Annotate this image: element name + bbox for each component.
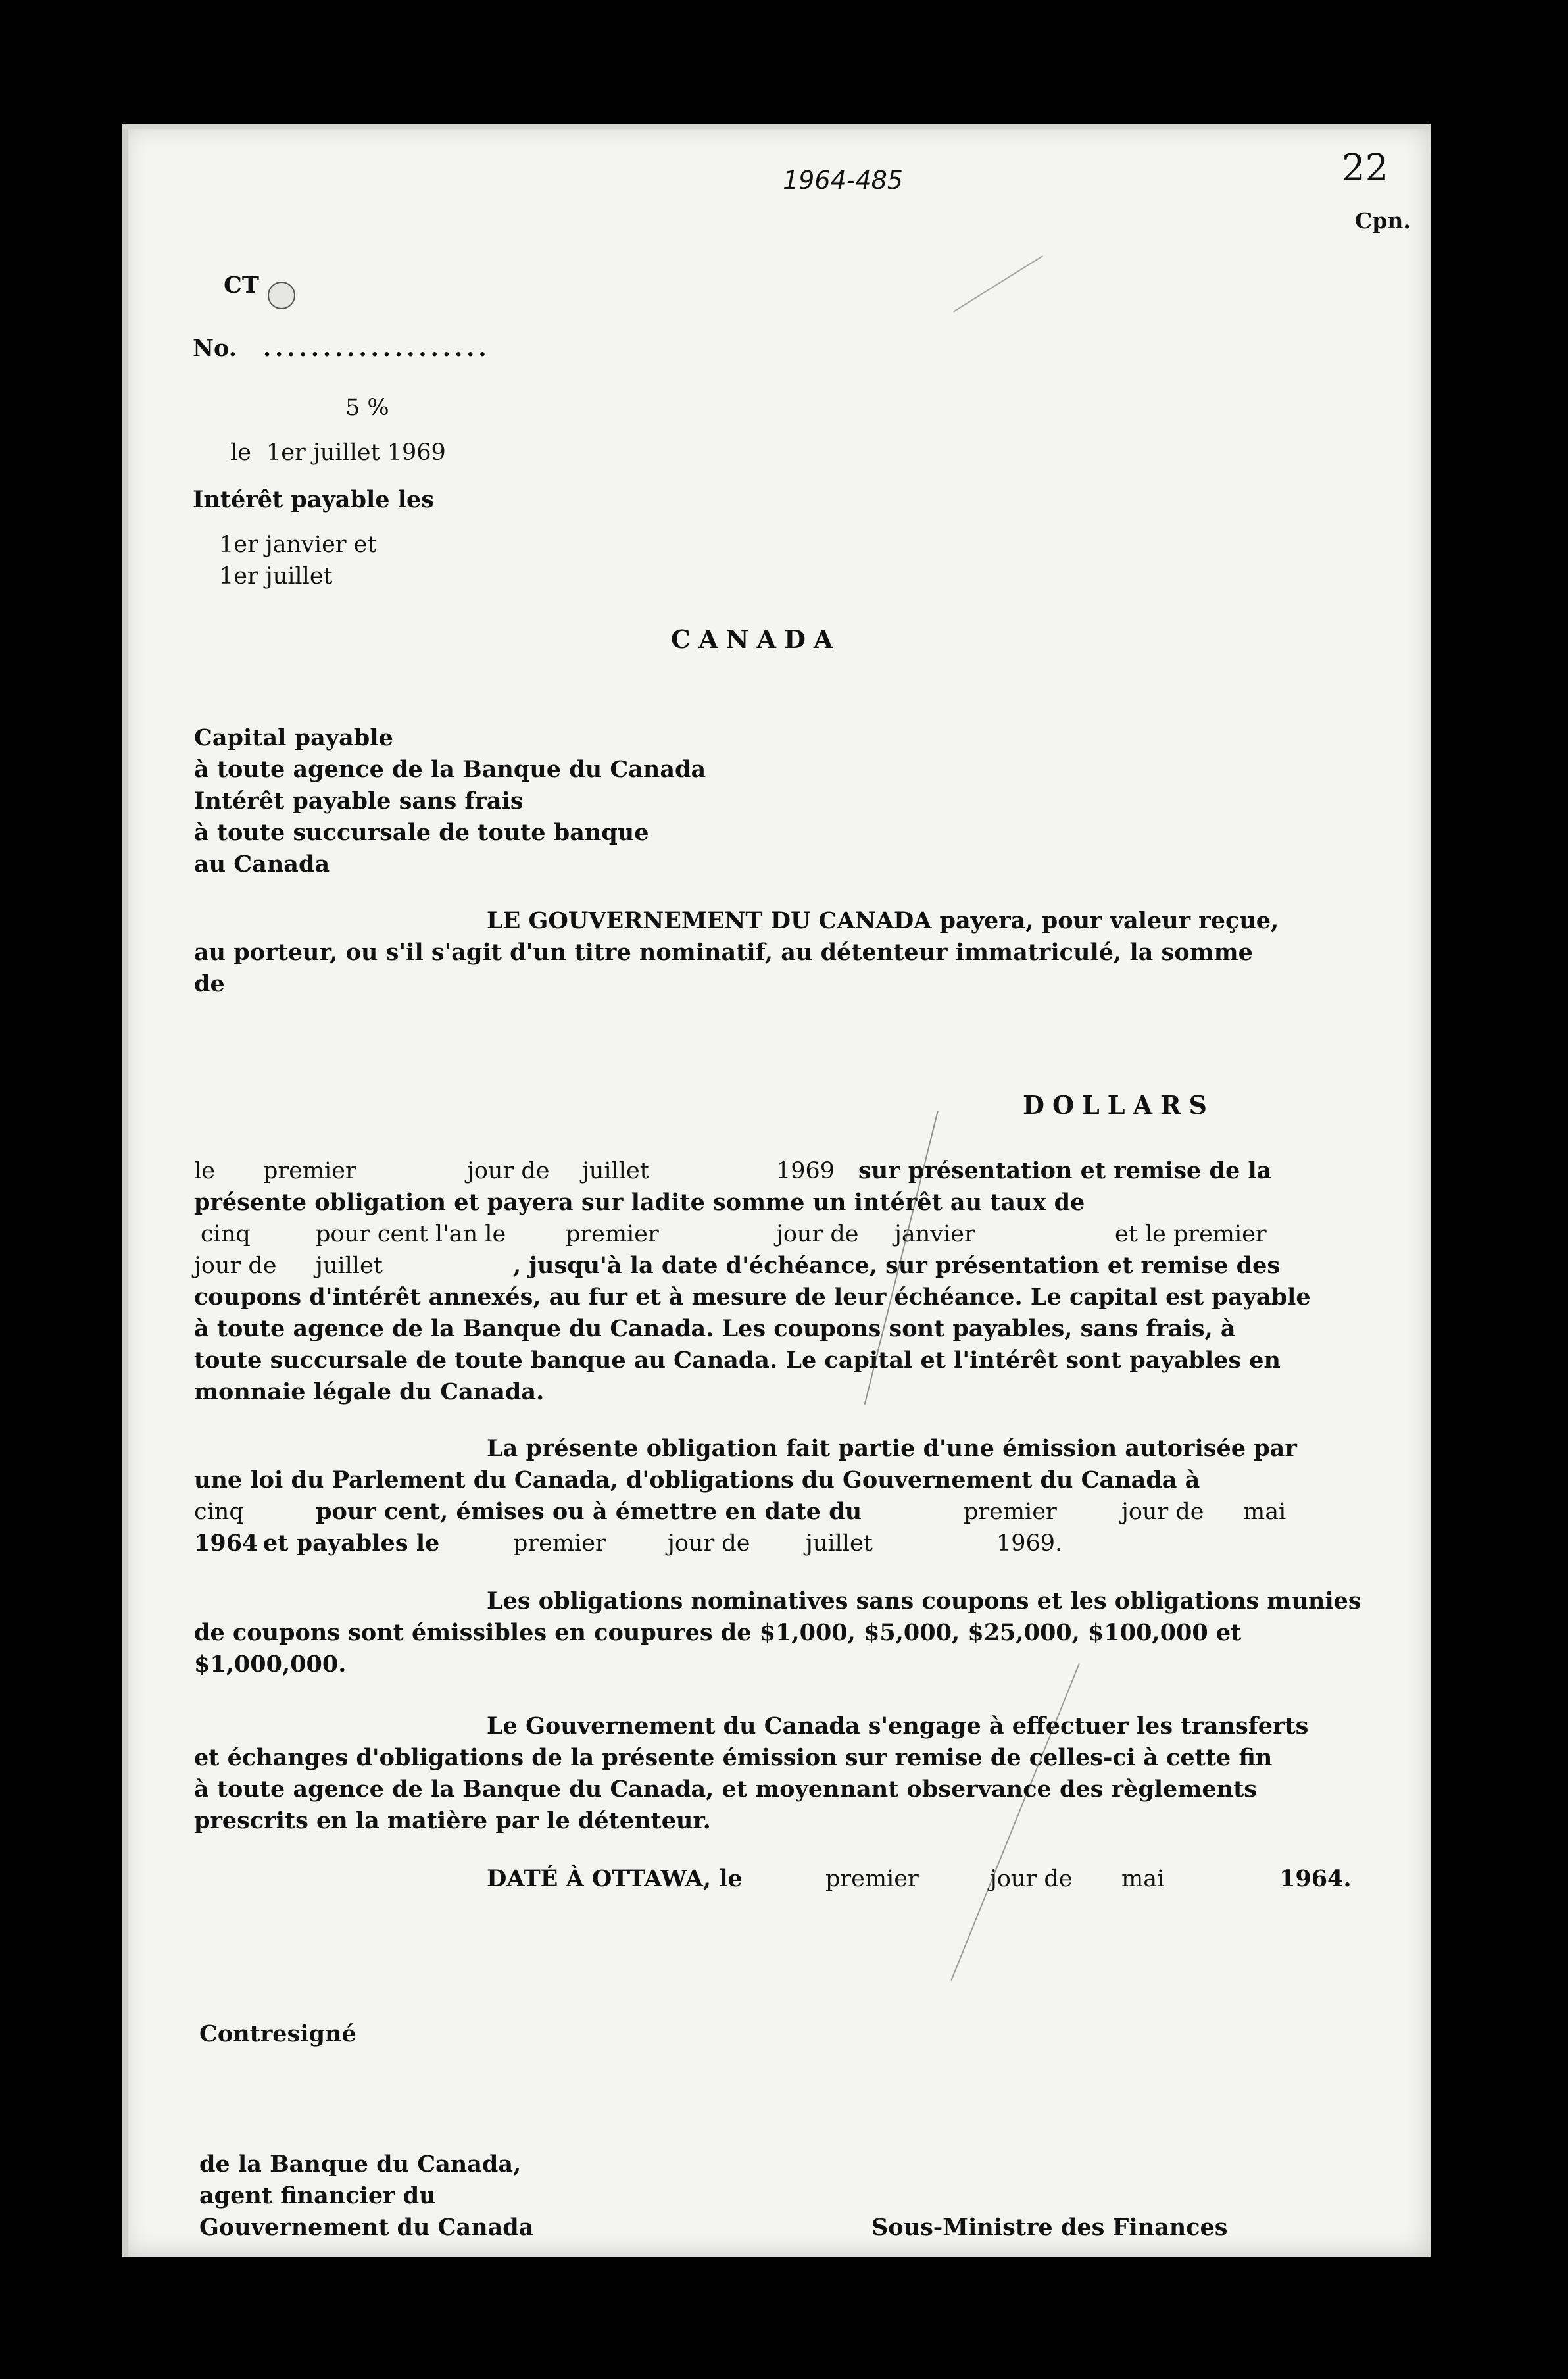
scratch-mark xyxy=(953,255,1043,312)
agent-line-1: de la Banque du Canada, xyxy=(199,2151,522,2178)
deputy-minister-label: Sous-Ministre des Finances xyxy=(871,2214,1228,2241)
dated-year: 1964. xyxy=(1279,1865,1352,1892)
interest-rate: 5 % xyxy=(345,395,389,421)
para2-text: toute succursale de toute banque au Canada. Le capital et l'intérêt sont payables en xyxy=(194,1347,1281,1374)
terms-line-4: à toute succursale de toute banque xyxy=(194,819,649,846)
para2-text: juillet xyxy=(582,1158,649,1184)
punch-hole xyxy=(268,282,295,309)
dated-jour: jour de xyxy=(990,1866,1073,1892)
number-label: No. xyxy=(193,335,237,362)
dated-day: premier xyxy=(825,1866,919,1892)
para2-text: premier xyxy=(566,1221,659,1247)
interest-payable-label: Intérêt payable les xyxy=(193,486,434,513)
para3-text: premier xyxy=(964,1499,1057,1525)
para3-text: jour de xyxy=(1121,1499,1204,1525)
document-title: CANADA xyxy=(671,624,841,654)
para2-text: , jusqu'à la date d'échéance, sur présentation et remise des xyxy=(513,1252,1281,1279)
agent-line-2: agent financier du xyxy=(199,2182,436,2209)
para2-text: présente obligation et payera sur ladite somme un intérêt au taux de xyxy=(194,1189,1085,1216)
terms-line-1: Capital payable xyxy=(194,724,393,751)
document-page xyxy=(122,124,1431,2257)
para2-text: le xyxy=(194,1158,215,1184)
handwritten-reference: 1964-485 xyxy=(783,166,903,195)
para2-text: sur présentation et remise de la xyxy=(858,1157,1272,1184)
para5-text: Le Gouvernement du Canada s'engage à effectuer les transferts xyxy=(487,1713,1309,1740)
para2-text: 1969 xyxy=(776,1158,835,1184)
interest-date-2: 1er juillet xyxy=(219,563,333,589)
para3-text: premier xyxy=(513,1530,606,1557)
para3-text: cinq xyxy=(194,1499,244,1525)
form-code: Cpn. xyxy=(1355,208,1411,234)
para4-text: $1,000,000. xyxy=(194,1651,347,1678)
para3-text: 1969. xyxy=(996,1530,1063,1557)
para1-line-1: LE GOUVERNEMENT DU CANADA payera, pour valeur reçue, xyxy=(487,907,1279,934)
dated-text: DATÉ À OTTAWA, le xyxy=(487,1865,743,1892)
number-dots: ................... xyxy=(263,335,491,362)
maturity-date: 1er juillet 1969 xyxy=(266,439,446,466)
para2-text: jour de xyxy=(194,1253,277,1279)
page-edge-left xyxy=(122,124,128,2257)
terms-line-2: à toute agence de la Banque du Canada xyxy=(194,756,706,783)
para5-text: prescrits en la matière par le détenteur. xyxy=(194,1807,711,1834)
para2-text: coupons d'intérêt annexés, au fur et à mesure de leur échéance. Le capital est payable xyxy=(194,1284,1311,1311)
para3-text: 1964 xyxy=(194,1530,258,1557)
para2-text: jour de xyxy=(467,1158,550,1184)
page-edge-top xyxy=(122,124,1431,129)
para3-text: une loi du Parlement du Canada, d'obligations du Gouvernement du Canada à xyxy=(194,1466,1200,1493)
para2-text: cinq xyxy=(201,1221,251,1247)
para3-text: juillet xyxy=(806,1530,873,1557)
para2-text: à toute agence de la Banque du Canada. Les coupons sont payables, sans frais, à xyxy=(194,1315,1236,1342)
para1-line-3: de xyxy=(194,970,225,997)
ct-label: CT xyxy=(224,272,259,299)
para2-text: janvier xyxy=(894,1221,975,1247)
para2-text: et le premier xyxy=(1115,1221,1267,1247)
interest-date-1: 1er janvier et xyxy=(219,532,377,558)
para3-text: La présente obligation fait partie d'une émission autorisée par xyxy=(487,1435,1297,1462)
para2-text: juillet xyxy=(316,1253,383,1279)
para4-text: de coupons sont émissibles en coupures de $1,000, $5,000, $25,000, $100,000 et xyxy=(194,1619,1242,1646)
para5-text: à toute agence de la Banque du Canada, et moyennant observance des règlements xyxy=(194,1776,1257,1803)
para3-text: mai xyxy=(1243,1499,1286,1525)
para5-text: et échanges d'obligations de la présente émission sur remise de celles-ci à cette fin xyxy=(194,1744,1273,1771)
para1-line-2: au porteur, ou s'il s'agit d'un titre nominatif, au détenteur immatriculé, la somme xyxy=(194,939,1253,966)
para2-text: pour cent l'an le xyxy=(316,1221,506,1247)
para2-text: jour de xyxy=(776,1221,859,1247)
para2-text: premier xyxy=(263,1158,356,1184)
para3-text: pour cent, émises ou à émettre en date du xyxy=(316,1498,862,1525)
agent-line-3: Gouvernement du Canada xyxy=(199,2214,534,2241)
para2-text: monnaie légale du Canada. xyxy=(194,1378,545,1405)
countersigned-label: Contresigné xyxy=(199,2020,356,2047)
para3-text: jour de xyxy=(668,1530,750,1557)
terms-line-5: au Canada xyxy=(194,851,330,878)
maturity-le: le xyxy=(230,439,251,466)
dated-month: mai xyxy=(1121,1866,1165,1892)
page-number: 22 xyxy=(1342,147,1389,189)
para4-text: Les obligations nominatives sans coupons et les obligations munies xyxy=(487,1588,1361,1615)
terms-line-3: Intérêt payable sans frais xyxy=(194,788,524,814)
para3-text: et payables le xyxy=(263,1530,440,1557)
dollars-heading: DOLLARS xyxy=(1023,1090,1215,1120)
